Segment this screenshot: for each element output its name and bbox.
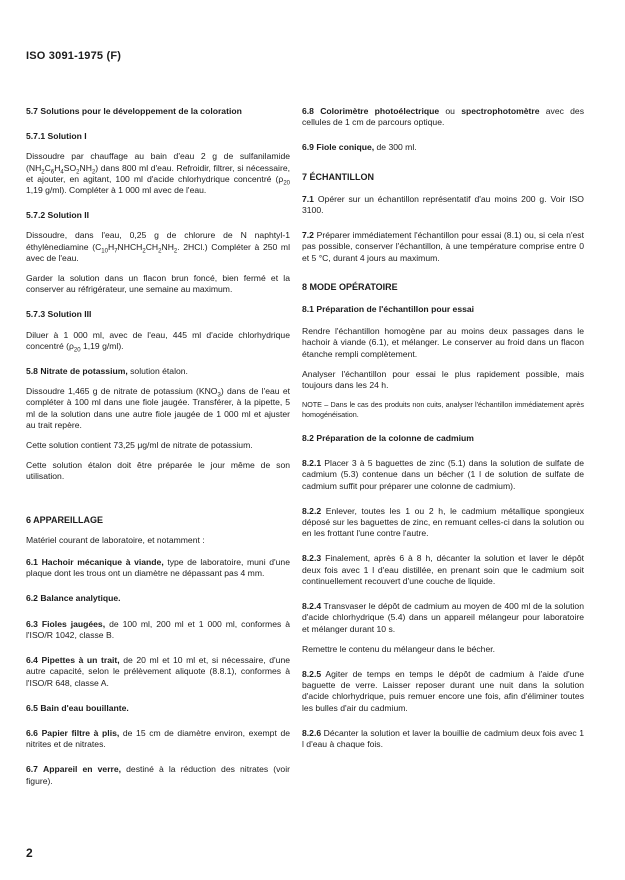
section-5-7-2-text: Dissoudre, dans l'eau, 0,25 g de chlorure de N naphtyl-1 éthylènediamine ($C_{10}H_7NHCH_2CH_2NH_2$. 2HCl.) Compléter à 250 ml avec de l'eau. [26,230,290,263]
section-7-2: 7.2 Préparer immédiatement l'échantillon pour essai (8.1) ou, si cela n'est pas possible, conserver l'échantillon, à une température comprise entre 0 et 5 °C, durant 4 jours au maximum. [302,230,584,263]
page-number: 2 [26,846,33,860]
section-8-1-text-2: Analyser l'échantillon pour essai le plus rapidement possible, mais toujours dans les 24 h. [302,368,584,391]
section-5-7-2-title: 5.7.2 Solution II [26,210,90,221]
section-8-2-4-text-2: Remettre le contenu du mélangeur dans le bécher. [302,643,496,654]
section-8-title: 8 MODE OPÉRATOIRE [302,281,398,292]
section-6-3: 6.3 Fioles jaugées, de 100 ml, 200 ml et 1 000 ml, conformes à l'ISO/R 1042, classe B. [26,618,290,640]
section-7-1: 7.1 Opérer sur un échantillon représentatif d'au moins 200 g. Voir ISO 3100. [302,193,584,216]
section-8-2-5: 8.2.5 Agiter de temps en temps le dépôt de cadmium à l'aide d'une baguette de verre. Laisser reposer durant une nuit dans la solution d'acide chlorhydrique, puis remuer encore une fois, afin d'éliminer toutes les bulles d'air du cadmium. [302,668,584,713]
section-8-2-6: 8.2.6 Décanter la solution et laver la bouillie de cadmium deux fois avec 1 l d'eau à chaque fois. [302,727,584,749]
section-5-7-2-storage-text: Garder la solution dans un flacon brun foncé, bien fermé et la conserver au réfrigérateur, une semaine au maximum. [26,273,290,295]
section-6-8: 6.8 Colorimètre photoélectrique ou spectrophotomètre avec des cellules de 1 cm de parcours optique. [302,106,584,128]
section-8-1-title: 8.1 Préparation de l'échantillon pour essai [302,304,475,315]
section-8-2-3: 8.2.3 Finalement, après 6 à 8 h, décanter la solution et laver le dépôt deux fois avec 1 l d'eau distillée, en prenant soin que le cadmium soit continuellement recouvert d'une couche de liquide. [302,553,584,586]
section-6-9: 6.9 Fiole conique, de 300 ml. [302,142,417,153]
section-6-5: 6.5 Bain d'eau bouillante. [26,702,129,713]
section-8-2-2: 8.2.2 Enlever, toutes les 1 ou 2 h, le cadmium métallique spongieux déposé sur les baguettes de zinc, en remuant celles-ci dans la solution ou en les frottant l'une contre l'autre. [302,505,584,539]
right-column [302,106,584,750]
section-5-7-3-text: Diluer à 1 000 ml, avec de l'eau, 445 ml d'acide chlorhydrique concentré ($\rho_{20}$ 1,19 g/ml). [26,329,290,354]
section-6-7: 6.7 Appareil en verre, destiné à la réduction des nitrates (voir figure). [26,764,290,786]
section-6-title: 6 APPAREILLAGE [26,514,104,525]
section-5-8-concentration-text: Cette solution contient 73,25 μg/ml de nitrate de potassium. [26,440,253,451]
left-column [26,106,290,787]
section-5-8-usage-text: Cette solution étalon doit être préparée le jour même de son utilisation. [26,460,290,482]
document-header: ISO 3091-1975 (F) [26,50,122,62]
section-8-1-text: Rendre l'échantillon homogène par au moins deux passages dans le hachoir à viande (6.1), et mélanger. Le conserver au froid dans un flacon étanche rempli complètement. [302,326,584,359]
section-6-6: 6.6 Papier filtre à plis, de 15 cm de diamètre environ, exempt de nitrites et de nitrates. [26,727,291,750]
section-5-7-title: 5.7 Solutions pour le développement de la coloration [26,106,242,116]
section-5-8-text: Dissoudre 1,465 g de nitrate de potassium $(KNO_3)$ dans de l'eau et compléter à 100 ml dans une fiole jaugée. Transférer, à la pipette, 5 ml de la solution dans une autre fiole jaugée de 1 000 ml et ajuster au trait repère. [26,386,290,430]
section-6-2: 6.2 Balance analytique. [26,593,121,604]
section-8-2-1: 8.2.1 Placer 3 à 5 baguettes de zinc (5.1) dans la solution de sulfate de cadmium (5.3) contenue dans un bécher (1 l de solution de sulfate de cadmium suffit pour préparer une colonne de cadmium). [302,458,584,491]
section-5-7-1-text: Dissoudre par chauffage au bain d'eau 2 g de sulfanilamide $(NH_2C_6H_4SO_2NH_2)$ dans 800 ml d'eau. Refroidir, filtrer, si nécessaire, et ajouter, en agitant, 100 ml d'acide chlorhydrique concentré ($\rho_{20}$ 1,19 g/ml). Compléter à 1 000 ml avec de l'eau. [26,151,290,196]
section-5-8-heading: 5.8 Nitrate de potassium, solution étalon. [26,366,188,377]
section-8-2-4: 8.2.4 Transvaser le dépôt de cadmium au moyen de 400 ml de la solution d'acide chlorhydrique (5.4) dans un appareil mélangeur pour laboratoire et mélanger durant 10 s. [302,601,584,634]
section-6-1: 6.1 Hachoir mécanique à viande, type de laboratoire, muni d'une plaque dont les trous ont un diamètre ne dépassant pas 4 mm. [26,557,290,579]
section-8-1-note: NOTE – Dans le cas des produits non cuits, analyser l'échantillon immédiatement après homogénéisation. [302,400,584,419]
section-5-7-3-title: 5.7.3 Solution III [26,309,92,320]
section-6-4: 6.4 Pipettes à un trait, de 20 ml et 10 ml et, si nécessaire, d'une autre capacité, selon le prélèvement aliquote (8.8.1), conformes à l'ISO/R 648, classe A. [26,655,290,688]
section-5-7-1-title: 5.7.1 Solution I [26,131,87,142]
section-7-title: 7 ÉCHANTILLON [302,171,374,182]
section-6-intro: Matériel courant de laboratoire, et notamment : [26,534,205,545]
section-8-2-title: 8.2 Préparation de la colonne de cadmium [302,433,474,444]
